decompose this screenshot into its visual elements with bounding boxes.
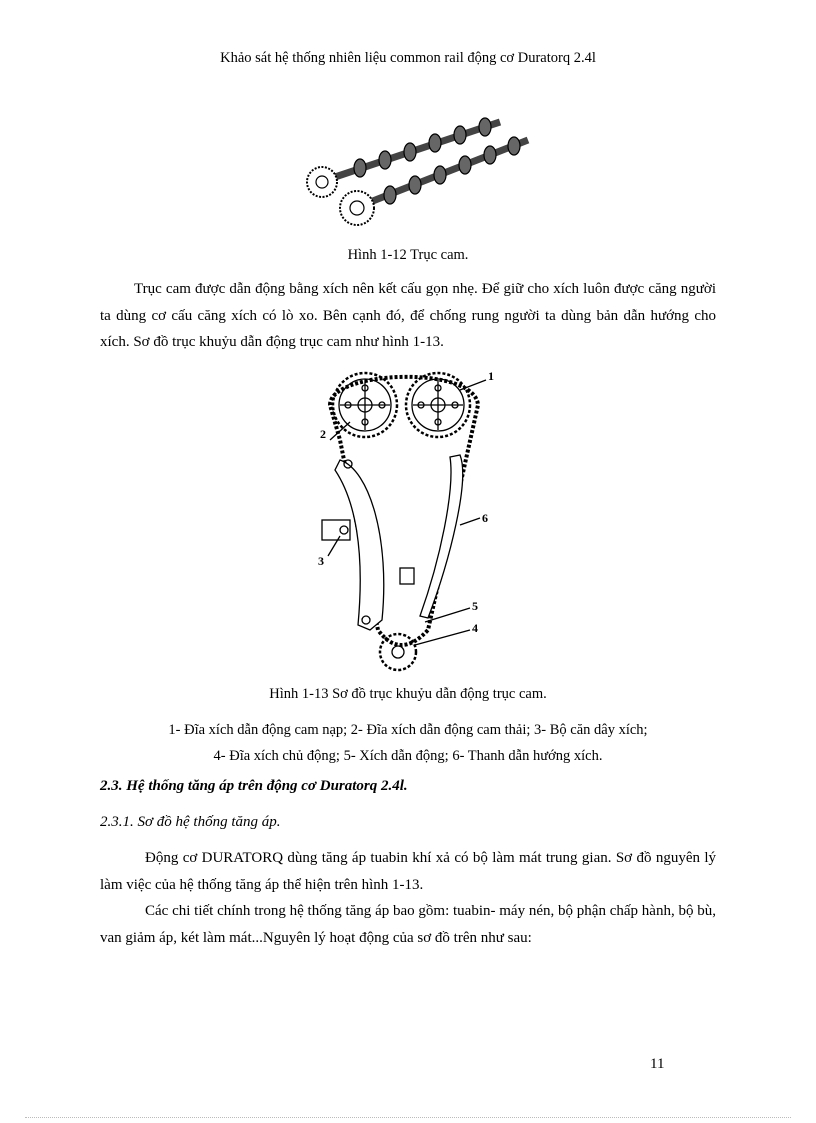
figure-1-caption: Hình 1-12 Trục cam. [347, 247, 469, 263]
section-heading: 2.3. Hệ thống tăng áp trên động cơ Duratorq 2.4l. [100, 778, 408, 794]
label-6: 6 [482, 511, 488, 525]
label-5: 5 [472, 599, 478, 613]
page-number: 11 [650, 1056, 665, 1072]
label-2: 2 [320, 427, 326, 441]
page-header: Khảo sát hệ thống nhiên liệu common rail động cơ Duratorq 2.4l [220, 50, 596, 66]
paragraph-turbo-components: Các chi tiết chính trong hệ thống tăng áp bao gồm: tuabin- máy nén, bộ phận chấp hành, bộ bù, van giảm áp, két làm mát...Nguyên lý hoạt động của sơ đồ trên như sau: [100, 903, 716, 946]
label-3: 3 [318, 554, 324, 568]
paragraph-turbo-intro: Động cơ DURATORQ dùng tăng áp tuabin khí xả có bộ làm mát trung gian. Sơ đồ nguyên lý làm việc của hệ thống tăng áp thể hiện trên hình 1-13. [100, 850, 716, 893]
camshaft-figure [300, 110, 540, 235]
label-4: 4 [472, 621, 478, 635]
legend-line-2: 4- Đĩa xích chủ động; 5- Xích dẫn động; 6- Thanh dẫn hướng xích. [213, 748, 603, 764]
legend-line-1: 1- Đĩa xích dẫn động cam nạp; 2- Đĩa xích dẫn động cam thải; 3- Bộ căn dây xích; [168, 722, 648, 738]
figure-2-caption: Hình 1-13 Sơ đồ trục khuỷu dẫn động trục cam. [269, 686, 547, 702]
label-1: 1 [488, 369, 494, 383]
figure-2-legend [0, 717, 816, 769]
footer-divider [25, 1117, 791, 1118]
paragraph-timing-chain: Trục cam được dẫn động bằng xích nên kết cấu gọn nhẹ. Để giữ cho xích luôn được căng người ta dùng cơ cấu căng xích có lò xo. Bên cạnh đó, để chống rung người ta dùng bản dẫn hướng cho xích. Sơ đồ trục khuỷu dẫn động trục cam như hình 1-13. [100, 281, 716, 350]
timing-chain-figure [300, 360, 530, 680]
subsection-heading: 2.3.1. Sơ đồ hệ thống tăng áp. [100, 814, 281, 830]
